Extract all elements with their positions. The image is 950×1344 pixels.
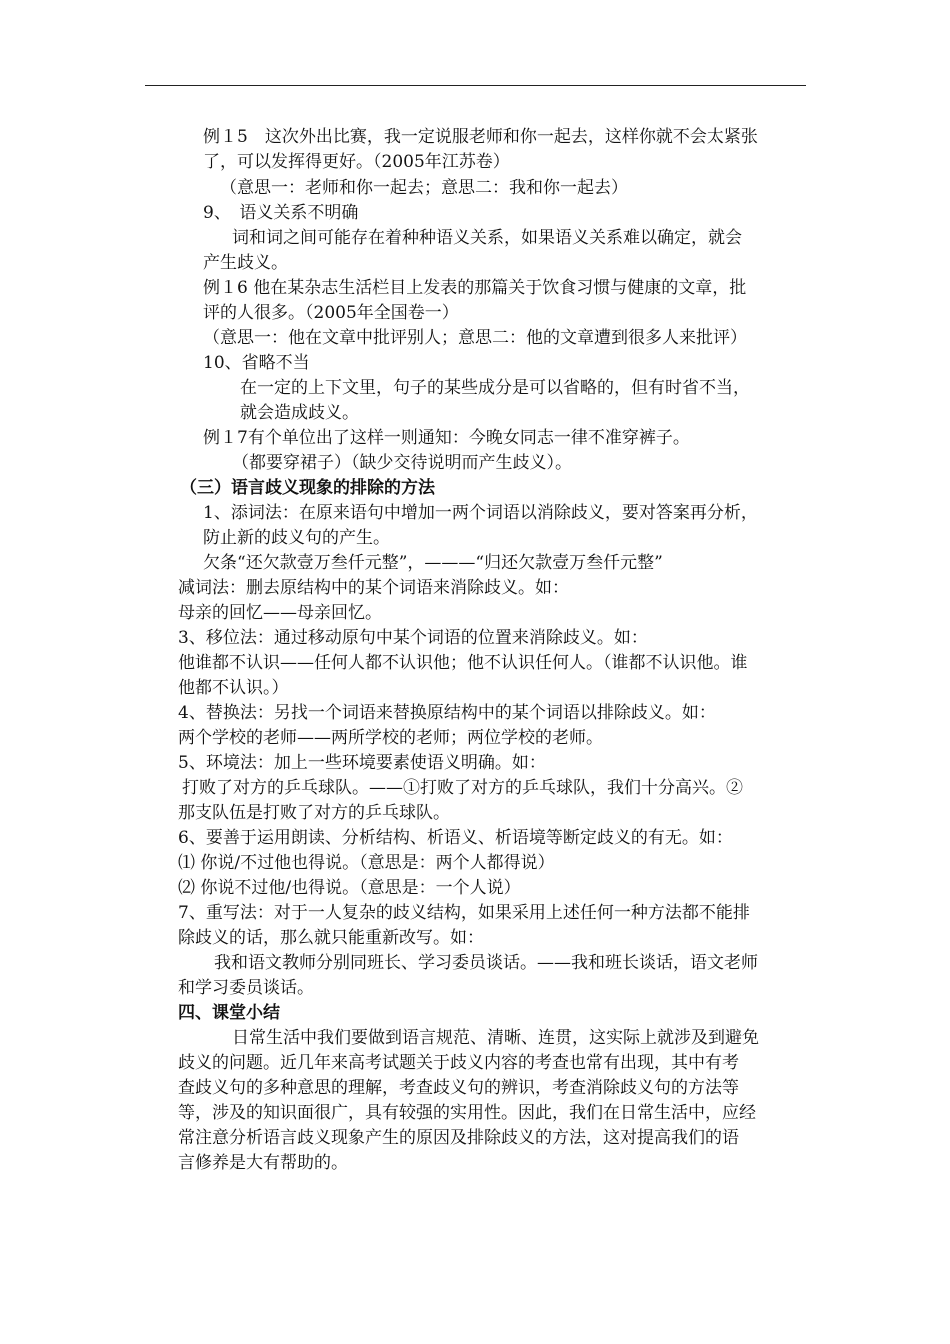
section-4-heading: 四、课堂小结 — [178, 1003, 280, 1023]
method-3-example-1: 他谁都不认识——任何人都不认识他；他不认识任何人。（谁都不认识他。谁 — [178, 653, 748, 673]
example-16-meaning: （意思一：他在文章中批评别人；意思二：他的文章遭到很多人来批评） — [203, 328, 747, 348]
section-10-heading: 10、省略不当 — [203, 353, 310, 373]
summary-line-6: 言修养是大有帮助的。 — [178, 1153, 348, 1173]
example-17-note: （都要穿裙子）（缺少交待说明而产生歧义）。 — [232, 453, 572, 473]
method-2-example: 母亲的回忆——母亲回忆。 — [178, 603, 382, 623]
method-4-heading: 4、替换法：另找一个词语来替换原结构中的某个词语以排除歧义。如： — [178, 703, 716, 723]
method-4-example: 两个学校的老师——两所学校的老师；两位学校的老师。 — [178, 728, 603, 748]
example-17-line: 例１7有个单位出了这样一则通知：今晚女同志一律不准穿裤子。 — [203, 428, 690, 448]
section-9-heading: 9、 语义关系不明确 — [203, 203, 359, 223]
method-1-line-1: 1、添词法：在原来语句中增加一两个词语以消除歧义，要对答案再分析， — [203, 503, 758, 523]
method-6-example-2: ⑵ 你说不过他/也得说。（意思是：一个人说） — [178, 878, 521, 898]
method-1-line-2: 防止新的歧义句的产生。 — [203, 528, 390, 548]
method-7-example-1: 我和语文教师分别同班长、学习委员谈话。——我和班长谈话，语文老师 — [214, 953, 758, 973]
section-3-heading: （三）语言歧义现象的排除的方法 — [180, 478, 435, 498]
section-10-text-1: 在一定的上下文里，句子的某些成分是可以省略的，但有时省不当， — [240, 378, 750, 398]
section-10-text-2: 就会造成歧义。 — [240, 403, 359, 423]
section-9-text-2: 产生歧义。 — [203, 253, 288, 273]
method-6-example-1: ⑴ 你说/不过他也得说。（意思是：两个人都得说） — [178, 853, 555, 873]
method-2-heading: 减词法：删去原结构中的某个词语来消除歧义。如： — [178, 578, 569, 598]
example-16-line-1: 例１6 他在某杂志生活栏目上发表的那篇关于饮食习惯与健康的文章，批 — [203, 278, 747, 298]
example-15-line-1: 例１5 这次外出比赛，我一定说服老师和你一起去，这样你就不会太紧张 — [203, 127, 758, 147]
method-7-example-2: 和学习委员谈话。 — [178, 978, 314, 998]
method-3-heading: 3、移位法：通过移动原句中某个词语的位置来消除歧义。如： — [178, 628, 648, 648]
section-9-text-1: 词和词之间可能存在着种种语义关系，如果语义关系难以确定，就会 — [232, 228, 742, 248]
summary-line-1: 日常生活中我们要做到语言规范、清晰、连贯，这实际上就涉及到避免 — [232, 1028, 759, 1048]
example-16-line-2: 评的人很多。（2005年全国卷一） — [203, 303, 459, 323]
summary-line-4: 等，涉及的知识面很广，具有较强的实用性。因此，我们在日常生活中，应经 — [178, 1103, 756, 1123]
example-15-meaning: （意思一：老师和你一起去；意思二：我和你一起去） — [220, 178, 628, 198]
method-5-example-2: 那支队伍是打败了对方的乒乓球队。 — [178, 803, 450, 823]
method-7-line-2: 除歧义的话，那么就只能重新改写。如： — [178, 928, 484, 948]
summary-line-3: 查歧义句的多种意思的理解，考查歧义句的辨识，考查消除歧义句的方法等 — [178, 1078, 739, 1098]
example-15-line-2: 了，可以发挥得更好。（2005年江苏卷） — [203, 152, 510, 172]
summary-line-2: 歧义的问题。近几年来高考试题关于歧义内容的考查也常有出现，其中有考 — [178, 1053, 739, 1073]
method-3-example-2: 他都不认识。） — [178, 678, 289, 698]
method-6-heading: 6、要善于运用朗读、分析结构、析语义、析语境等断定歧义的有无。如： — [178, 828, 733, 848]
method-1-example: 欠条“还欠款壹万叁仟元整”，———“归还欠款壹万叁仟元整” — [203, 553, 663, 573]
header-rule — [145, 85, 806, 86]
method-7-line-1: 7、重写法：对于一人复杂的歧义结构，如果采用上述任何一种方法都不能排 — [178, 903, 750, 923]
method-5-example-1: 打败了对方的乒乓球队。——①打败了对方的乒乓球队，我们十分高兴。② — [182, 778, 743, 798]
summary-line-5: 常注意分析语言歧义现象产生的原因及排除歧义的方法，这对提高我们的语 — [178, 1128, 739, 1148]
method-5-heading: 5、环境法：加上一些环境要素使语义明确。如： — [178, 753, 546, 773]
